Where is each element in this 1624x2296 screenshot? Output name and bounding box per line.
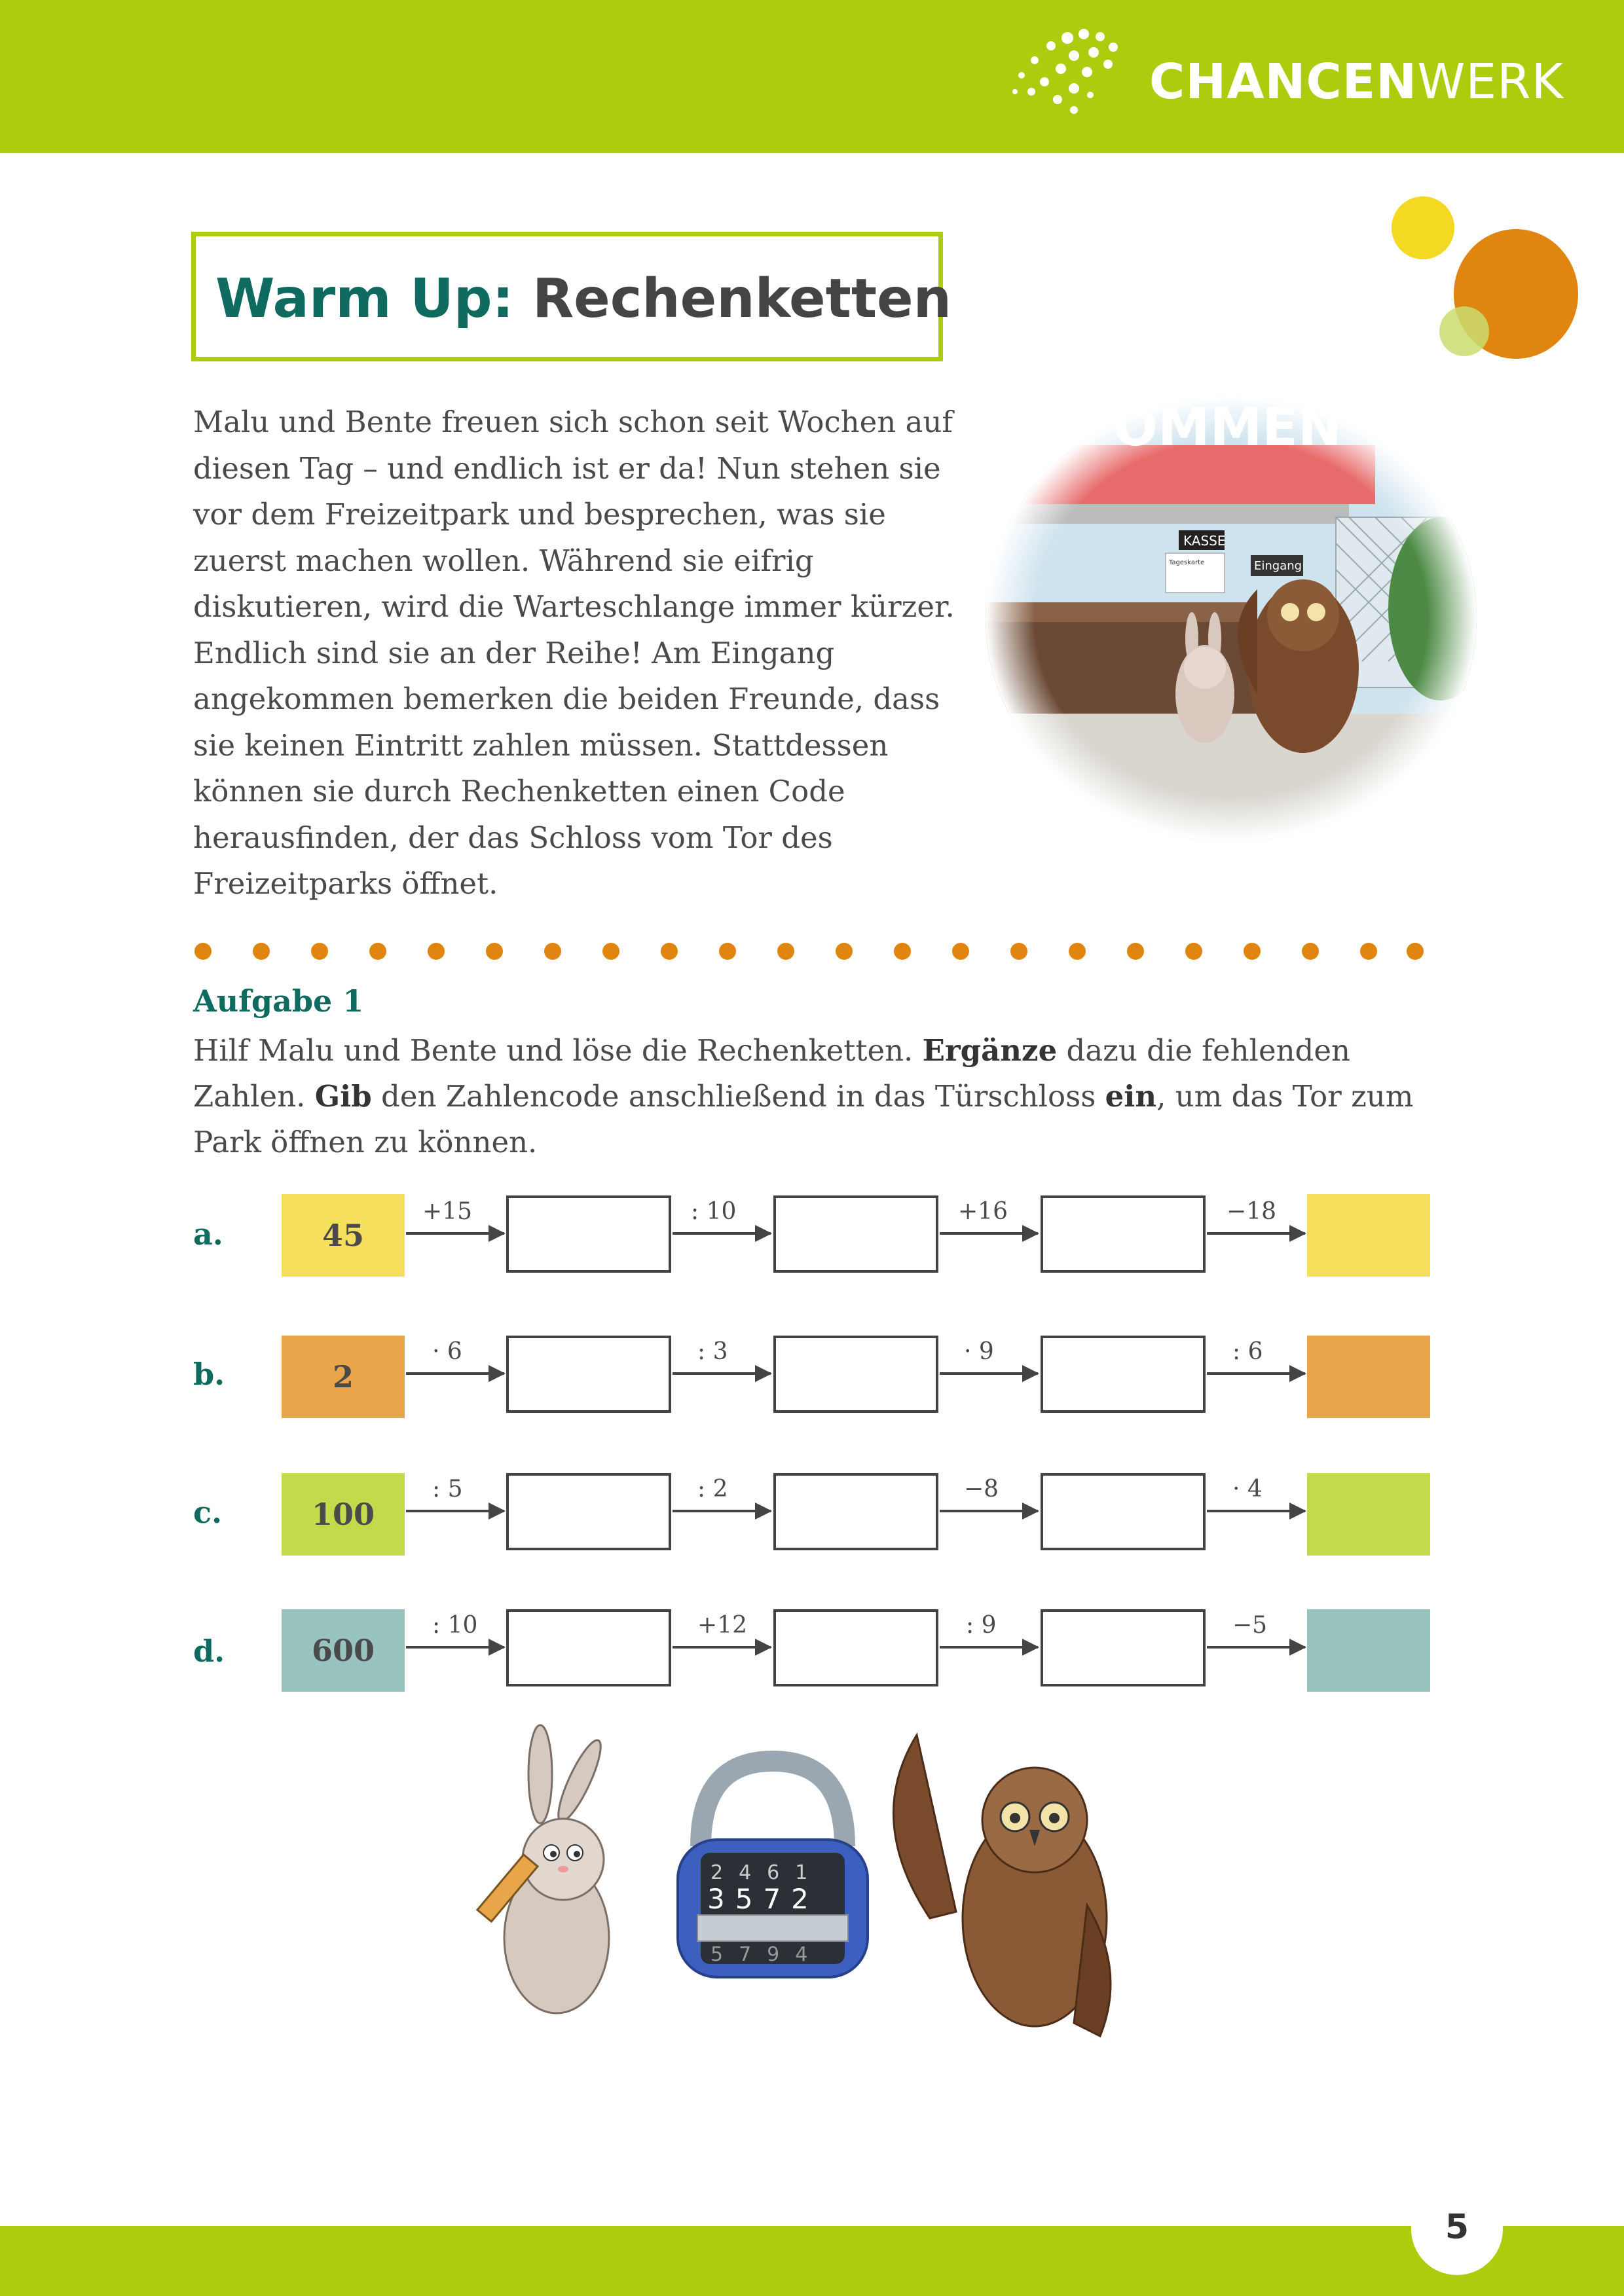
chain-d-answer-2[interactable]	[773, 1609, 938, 1686]
rabbit-icon	[477, 1725, 609, 2013]
chain-b-arrow-2	[673, 1372, 771, 1375]
chain-a-answer-1[interactable]	[506, 1195, 671, 1273]
chain-c-arrow-2	[673, 1510, 771, 1512]
task-instructions: Hilf Malu und Bente und löse die Rechenketten. Ergänze dazu die fehlenden Zahlen. Gib den Zahlencode anschließend in das Türschloss ein, um das Tor zum Park öffnen zu können.	[193, 1033, 1414, 1159]
chain-d-op-4: −5	[1232, 1612, 1268, 1639]
chain-b-arrow-1	[406, 1372, 504, 1375]
page-number: 5	[1411, 2183, 1503, 2275]
page-title: Warm Up: Rechenketten	[215, 268, 952, 330]
chain-b-answer-1[interactable]	[506, 1336, 671, 1413]
chain-b-start: 2	[282, 1336, 405, 1418]
chain-a-result[interactable]	[1307, 1194, 1430, 1277]
chain-a-arrow-1	[406, 1232, 504, 1235]
intro-paragraph: Malu und Bente freuen sich schon seit Wochen auf diesen Tag – und endlich ist er da! Nun stehen sie vor dem Freizeitpark und besprechen, was sie zuerst machen wollen. Während sie eifrig diskutieren, wird die Warteschlange immer kürzer. Endlich sind sie an der Reihe! Am Eingang angekommen bemerken die beiden Freunde, dass sie keinen Eintritt zahlen müssen. Stattdessen können sie durch Rechenketten einen Code herausfinden, der das Schloss vom Tor des Freizeitparks öffnet.	[193, 405, 955, 901]
chain-a-op-4: −18	[1227, 1198, 1276, 1225]
chain-b-answer-3[interactable]	[1041, 1336, 1206, 1413]
chain-d-start: 600	[282, 1609, 405, 1692]
chain-a-answer-2[interactable]	[773, 1195, 938, 1273]
svg-text:5794: 5794	[710, 1943, 824, 1966]
chain-b-op-4: : 6	[1232, 1338, 1263, 1365]
deco-circle-yellow	[1392, 196, 1454, 259]
chain-b-answer-2[interactable]	[773, 1336, 938, 1413]
footer-bar	[0, 2226, 1624, 2296]
chain-c-arrow-4	[1207, 1510, 1305, 1512]
chain-c-answer-1[interactable]	[506, 1473, 671, 1550]
chain-d-arrow-3	[940, 1646, 1038, 1649]
chain-d-op-3: : 9	[966, 1612, 997, 1639]
owl-icon	[893, 1735, 1111, 2036]
svg-text:2461: 2461	[710, 1861, 824, 1884]
chain-b-arrow-4	[1207, 1372, 1305, 1375]
chain-a-arrow-2	[673, 1232, 771, 1235]
chain-a-start: 45	[282, 1194, 405, 1277]
chain-c-op-1: : 5	[432, 1476, 463, 1503]
chain-b-op-3: · 9	[964, 1338, 994, 1365]
chain-a-arrow-3	[940, 1232, 1038, 1235]
svg-text:3572: 3572	[707, 1883, 819, 1915]
chain-d-arrow-1	[406, 1646, 504, 1649]
chain-d-arrow-2	[673, 1646, 771, 1649]
chain-d-result[interactable]	[1307, 1609, 1430, 1692]
chain-a-op-2: : 10	[691, 1198, 737, 1225]
chain-d-answer-3[interactable]	[1041, 1609, 1206, 1686]
chain-a-op-1: +15	[422, 1198, 472, 1225]
park-entrance-illustration	[982, 393, 1480, 845]
chain-d-op-2: +12	[697, 1612, 747, 1639]
chain-c-arrow-1	[406, 1510, 504, 1512]
chain-c-result[interactable]	[1307, 1473, 1430, 1556]
chain-label-b: b.	[193, 1357, 225, 1392]
header-bar	[0, 0, 1624, 153]
dotted-divider	[193, 940, 1428, 966]
chain-b-arrow-3	[940, 1372, 1038, 1375]
chain-c-answer-3[interactable]	[1041, 1473, 1206, 1550]
rabbit-lock-owl-illustration	[458, 1722, 1198, 2049]
chain-d-answer-1[interactable]	[506, 1609, 671, 1686]
dots-logo-icon	[995, 26, 1139, 124]
chain-a-arrow-4	[1207, 1232, 1305, 1235]
chancenwerk-logo	[995, 26, 1564, 124]
deco-circle-green	[1439, 306, 1489, 356]
chain-a-op-3: +16	[958, 1198, 1008, 1225]
task-heading: Aufgabe 1	[193, 983, 364, 1019]
combination-lock-icon	[678, 1761, 868, 1977]
chain-b-op-2: : 3	[697, 1338, 728, 1365]
brand-name: CHANCENWERK	[1149, 54, 1564, 110]
chain-c-start: 100	[282, 1473, 405, 1556]
chain-c-answer-2[interactable]	[773, 1473, 938, 1550]
chain-c-op-3: −8	[964, 1476, 999, 1503]
chain-b-op-1: · 6	[432, 1338, 462, 1365]
chain-d-arrow-4	[1207, 1646, 1305, 1649]
chain-a-answer-3[interactable]	[1041, 1195, 1206, 1273]
chain-b-result[interactable]	[1307, 1336, 1430, 1418]
chain-c-arrow-3	[940, 1510, 1038, 1512]
chain-c-op-2: : 2	[697, 1476, 728, 1503]
chain-label-d: d.	[193, 1633, 225, 1669]
chain-label-c: c.	[193, 1495, 223, 1530]
chain-label-a: a.	[193, 1216, 223, 1252]
chain-d-op-1: : 10	[432, 1612, 478, 1639]
chain-c-op-4: · 4	[1232, 1476, 1263, 1503]
title-box	[191, 232, 952, 361]
